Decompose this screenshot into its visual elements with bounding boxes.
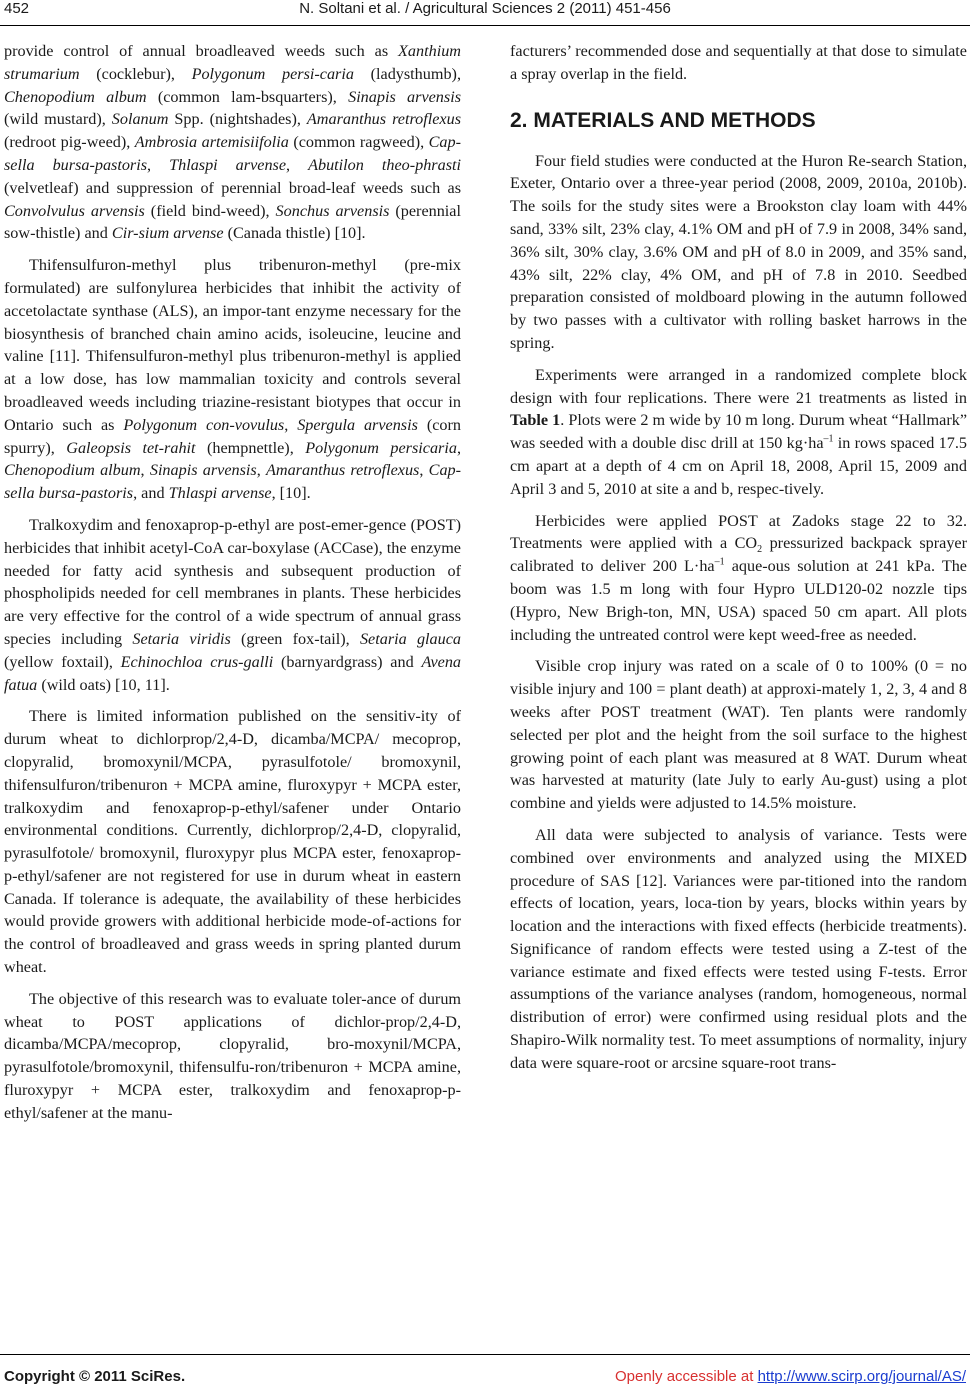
footer-rule: [0, 1354, 970, 1355]
paragraph: Herbicides were applied POST at Zadoks stage 22 to 32. Treatments were applied with a $CO_2$ pressurized backpack sprayer calibrated to deliver 200 $L\cdot ha^{-1}$ aque-ous solution at 241 kPa. The boom was 1.5 m long with four Hypro ULD120-02 nozzle tips (Hypro, New Brigh-ton, MN, USA) spaced 50 cm apart. All plots including the untreated control were kept weed-free as needed.: [510, 511, 967, 644]
paragraph: The objective of this research was to evaluate toler-ance of durum wheat to POST applications of dichlor-prop/2,4-D, dicamba/MCPA/mecoprop, clopyralid, bro-moxynil/MCPA, pyrasulfotole/bromoxynil, thifensulfu-ron/tribenuron + MCPA amine, fluroxypyr + MCPA ester, tralkoxydim and fenoxaprop-p-ethyl/safener at the manu-: [4, 989, 461, 1122]
paragraph: Thifensulfuron-methyl plus tribenuron-methyl (pre-mix formulated) are sulfonylurea herbicides that inhibit the activity of accetolactate synthase (ALS), an impor-tant enzyme necessary for the biosynthesis of branched chain amino acids, isoleucine, leucine and valine [11]. Thifensulfuron-methyl plus tribenuron-methyl is applied at a low dose, has low mammalian toxicity and controls several broadleaved weeds including triazine-resistant biotypes that occur in Ontario such as Polygonum con-vovulus, Spergula arvensis (corn spurry), Galeopsis tet-rahit (hempnettle), Polygonum persicaria, Chenopodium album, Sinapis arvensis, Amaranthus retroflexus, Cap-sella bursa-pastoris, and Thlaspi arvense, [10].: [4, 256, 462, 503]
running-head: N. Soltani et al. / Agricultural Sciences 2 (2011) 451-456: [299, 0, 671, 17]
left-column: [4, 40, 461, 1134]
paragraph: Visible crop injury was rated on a scale of 0 to 100% (0 = no visible injury and 100 = plant death) at approxi-mately 1, 2, 3, 4 and 8 weeks after POST treatment (WAT). Ten plants were randomly selected per plot and the height from the soil surface to the highest growing point of each plant was measured at 8 WAT. Durum wheat was harvested at maturity (late July to early Au-gust) using a plot combine and yields were adjusted to 14.5% moisture.: [510, 657, 967, 813]
page-number: 452: [4, 0, 30, 17]
header-rule: [0, 25, 970, 26]
paragraph: Tralkoxydim and fenoxaprop-p-ethyl are post-emer-gence (POST) herbicides that inhibit acetyl-CoA car-boxylase (ACCase), the enzyme needed for fatty acid synthesis and subsequent production of phospholipids needed for cell membranes in plants. These herbicides are very effective for the control of a wide spectrum of annual grass species including Setaria viridis (green fox-tail), Setaria glauca (yellow foxtail), Echinochloa crus-galli (barnyardgrass) and Avena fatua (wild oats) [10, 11].: [4, 515, 462, 694]
paragraph: Experiments were arranged in a randomized complete block design with four replications. There were 21 treatments as listed in Table 1. Plots were 2 m wide by 10 m long. Durum wheat “Hallmark” was seeded with a double disc drill at 150 $kg\cdot ha^{-1}$ in rows spaced 17.5 cm apart at a depth of 4 cm on April 18, 2008, April 15, 2009 and April 3 and 5, 2010 at site a and b, respec-tively.: [510, 365, 968, 498]
paragraph: All data were subjected to analysis of variance. Tests were combined over environments and analyzed using the MIXED procedure of SAS [12]. Variances were par-titioned into the random effects of location, years, loca-tion by years, blocks within years by location and the interactions with fixed effects (herbicide treatments). Significance of random effects were tested using a Z-test of the variance estimate and fixed effects were tested using F-tests. Error assumptions of the variance analyses (random, homogeneous, normal distribution of error) were confirmed using residual plots and the Shapiro-Wilk normality test. To meet assumptions of normality, injury data were square-root or arcsine square-root trans-: [510, 825, 967, 1072]
paragraph: provide control of annual broadleaved weeds such as Xanthium strumarium (cocklebur), Polygonum persi-caria (ladysthumb), Chenopodium album (common lam-bsquarters), Sinapis arvensis (wild mustard), Solanum Spp. (nightshades), Amaranthus retroflexus (redroot pig-weed), Ambrosia artemisiifolia (common ragweed), Cap-sella bursa-pastoris, Thlaspi arvense, Abutilon theo-phrasti (velvetleaf) and suppression of perennial broad-leaf weeds such as Convolvulus arvensis (field bind-weed), Sonchus arvensis (perennial sow-thistle) and Cir-sium arvense (Canada thistle) [10].: [4, 42, 461, 243]
access-label: Openly accessible at: [615, 1368, 758, 1385]
paragraph: There is limited information published on the sensitiv-ity of durum wheat to dichlorprop/2,4-D, dicamba/MCPA/ mecoprop, clopyralid, bromoxynil/MCPA, pyrasulfotole/ bromoxynil, thifensulfuron/tribenuron + MCPA amine, fluroxypyr + MCPA ester, tralkoxydim and fenoxaprop-p-ethyl/safener under Ontario environmental conditions. Currently, dichlorprop/2,4-D, clopyralid, pyrasulfotole/ bromoxynil, fluroxypyr plus MCPA ester, fenoxaprop-p-ethyl/safener are not registered for use in durum wheat in eastern Canada. If tolerance is adequate, the availability of these herbicides would provide growers with additional herbicide mode-of-actions for the control of broadleaved and grass weeds in spring planted durum wheat.: [4, 707, 461, 977]
paragraph: facturers’ recommended dose and sequentially at that dose to simulate a spray overlap in the field.: [510, 42, 967, 83]
paragraph: Four field studies were conducted at the Huron Re-search Station, Exeter, Ontario over a three-year period (2008, 2009, 2010a, 2010b). The soils for the study sites were a Brookston clay loam with 44% sand, 33% silt, 23% clay, 4.1% OM and pH of 7.9 in 2008, 34% sand, 36% silt, 30% clay, 3.6% OM and pH of 8.0 in 2009, and 35% sand, 43% silt, 22% clay, 4% OM, and pH of 7.8 in 2010. Seedbed preparation consisted of moldboard plowing in the autumn followed by two passes with a cultivator with rolling basket harrows in the spring.: [510, 151, 967, 352]
open-access-notice: [615, 1368, 966, 1385]
copyright-notice: Copyright © 2011 SciRes.: [4, 1368, 186, 1385]
page-header: [0, 0, 970, 28]
section-heading: 2. MATERIALS AND METHODS: [510, 108, 816, 132]
journal-link[interactable]: http://www.scirp.org/journal/AS/: [757, 1368, 966, 1385]
right-column: [510, 40, 967, 1084]
page-footer: [0, 1354, 970, 1388]
